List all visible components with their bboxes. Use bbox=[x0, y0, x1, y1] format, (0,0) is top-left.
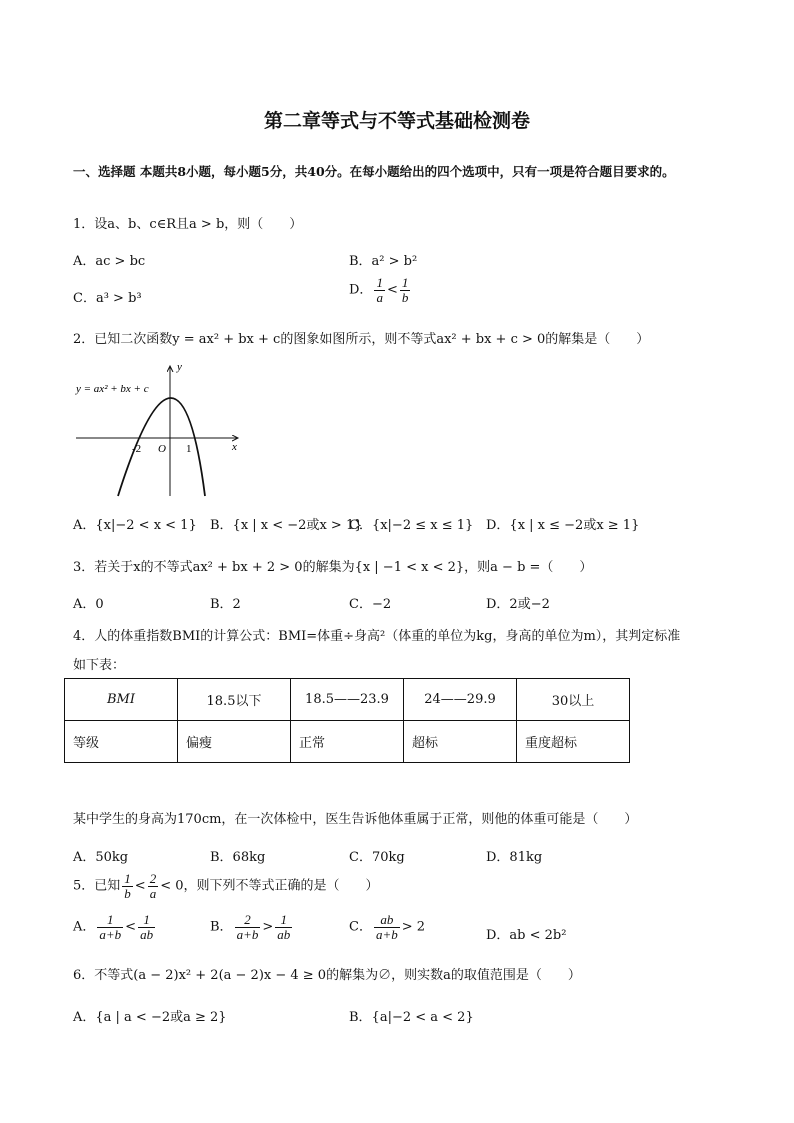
q1-d-fraction-1 bbox=[374, 276, 385, 304]
q1-d-op: < bbox=[386, 282, 398, 298]
q5-option-a bbox=[73, 913, 157, 941]
q1-d-frac1-den: a bbox=[376, 289, 383, 305]
q1-d-frac2-num: 1 bbox=[401, 275, 409, 290]
q2-stem: 2．已知二次函数y = ax² + bx + c的图象如图所示，则不等式ax² + bx + c > 0的解集是（ ） bbox=[73, 332, 650, 347]
q4-option-a: A．50kg bbox=[73, 850, 129, 865]
q3-option-c: C．−2 bbox=[349, 597, 392, 612]
q5-a-num2: 1 bbox=[138, 913, 155, 928]
tick-1: 1 bbox=[186, 443, 192, 455]
q4-stem-line2: 如下表： bbox=[73, 658, 126, 673]
q5-b-den2: ab bbox=[277, 926, 291, 942]
q5-c-num: ab bbox=[374, 913, 400, 928]
q5-a-fraction-1 bbox=[97, 913, 123, 941]
bmi-table bbox=[64, 678, 630, 763]
q5-a-num1: 1 bbox=[97, 913, 123, 928]
q5-f2-num: 2 bbox=[149, 871, 157, 886]
q5-a-fraction-2 bbox=[138, 913, 155, 941]
q5-option-b bbox=[210, 913, 294, 941]
q2-option-b: B．{x | x < −2或x > 1} bbox=[210, 518, 363, 533]
q6-stem: 6．不等式(a − 2)x² + 2(a − 2)x − 4 ≥ 0的解集为∅，则实数a的取值范围是（ ） bbox=[73, 968, 581, 983]
table-cell: 正常 bbox=[291, 721, 404, 763]
tick-neg-2: -2 bbox=[132, 443, 142, 455]
q1-stem: 1．设a、b、c∈R且a > b，则（ ） bbox=[73, 217, 303, 232]
q6-option-a: A．{a | a < −2或a ≥ 2} bbox=[73, 1010, 227, 1025]
q5-a-den1: a+b bbox=[99, 926, 122, 942]
q5-option-c bbox=[349, 913, 425, 941]
table-cell: 偏瘦 bbox=[178, 721, 291, 763]
q2-option-a: A．{x|−2 < x < 1} bbox=[73, 518, 197, 533]
table-cell: 超标 bbox=[404, 721, 517, 763]
q5-stem-fraction-1 bbox=[122, 872, 133, 900]
q1-d-frac1-num: 1 bbox=[376, 275, 383, 290]
q5-a-den2: ab bbox=[140, 926, 154, 942]
q2-option-c: C．{x|−2 ≤ x ≤ 1} bbox=[349, 518, 474, 533]
q5-f1-num: 1 bbox=[124, 871, 131, 886]
q5-b-num1: 2 bbox=[235, 913, 261, 928]
y-axis-label: y bbox=[177, 361, 182, 373]
q1-d-frac2-den: b bbox=[401, 289, 409, 305]
q4-stem-line1: 4．人的体重指数BMI的计算公式：BMI=体重÷身高²（体重的单位为kg，身高的单位为m），其判定标准 bbox=[73, 629, 681, 644]
q1-option-d bbox=[349, 276, 412, 304]
q5-b-op: > bbox=[262, 919, 274, 935]
table-cell: 18.5——23.9 bbox=[291, 679, 404, 721]
q5-stem-op: < bbox=[134, 878, 146, 894]
q6-option-b: B．{a|−2 < a < 2} bbox=[349, 1010, 474, 1025]
q5-b-fraction-1 bbox=[235, 913, 261, 941]
q4-option-d: D．81kg bbox=[486, 850, 543, 865]
q1-option-d-label: D． bbox=[349, 282, 373, 298]
q5-a-op: < bbox=[125, 919, 137, 935]
q5-c-den: a+b bbox=[375, 926, 398, 942]
q5-c-label: C． bbox=[349, 919, 372, 935]
q5-c-fraction bbox=[374, 913, 400, 941]
table-cell: 重度超标 bbox=[517, 721, 630, 763]
q1-option-c: C．a³ > b³ bbox=[73, 291, 142, 306]
q3-option-b: B．2 bbox=[210, 597, 241, 612]
page-title: 第二章等式与不等式基础检测卷 bbox=[263, 110, 530, 132]
table-cell: BMI bbox=[65, 679, 178, 721]
q5-b-den1: a+b bbox=[236, 926, 259, 942]
q5-b-num2: 1 bbox=[275, 913, 292, 928]
origin-label: O bbox=[158, 443, 166, 455]
q5-stem-fraction-2 bbox=[148, 872, 159, 900]
q3-option-a: A．0 bbox=[73, 597, 104, 612]
q5-c-tail: > 2 bbox=[401, 919, 426, 935]
q1-d-fraction-2 bbox=[400, 276, 411, 304]
q1-option-a: A．ac > bc bbox=[73, 254, 146, 269]
q1-option-b: B．a² > b² bbox=[349, 254, 418, 269]
q4-option-c: C．70kg bbox=[349, 850, 405, 865]
q5-option-d: D．ab < 2b² bbox=[486, 928, 567, 943]
q5-f2-den: a bbox=[149, 885, 157, 901]
q5-stem bbox=[73, 872, 378, 900]
table-cell: 等级 bbox=[65, 721, 178, 763]
q5-f1-den: b bbox=[124, 885, 131, 901]
section-header: 一、选择题 本题共8小题，每小题5分，共40分。在每小题给出的四个选项中，只有一项是符合题目要求的。 bbox=[73, 164, 675, 179]
q5-a-label: A． bbox=[73, 919, 96, 935]
q3-stem: 3．若关于x的不等式ax² + bx + 2 > 0的解集为{x | −1 < x < 2}，则a − b =（ ） bbox=[73, 560, 593, 575]
q2-option-d: D．{x | x ≤ −2或x ≥ 1} bbox=[486, 518, 640, 533]
table-cell: 30以上 bbox=[517, 679, 630, 721]
q3-option-d: D．2或−2 bbox=[486, 597, 550, 612]
table-cell: 24——29.9 bbox=[404, 679, 517, 721]
bmi-table-header-row bbox=[65, 679, 630, 721]
q4-option-b: B．68kg bbox=[210, 850, 266, 865]
curve-label: y = ax² + bx + c bbox=[76, 383, 149, 395]
q2-parabola-graph bbox=[70, 360, 250, 500]
bmi-table-grade-row bbox=[65, 721, 630, 763]
q5-b-label: B． bbox=[210, 919, 233, 935]
x-axis-label: x bbox=[232, 441, 237, 453]
q4-followup: 某中学生的身高为170cm，在一次体检中，医生告诉他体重属于正常，则他的体重可能是（ ） bbox=[73, 812, 638, 827]
q5-stem-prefix: 5．已知 bbox=[73, 878, 121, 894]
q5-stem-suffix: < 0，则下列不等式正确的是（ ） bbox=[160, 878, 379, 894]
table-cell: 18.5以下 bbox=[178, 679, 291, 721]
q5-b-fraction-2 bbox=[275, 913, 292, 941]
